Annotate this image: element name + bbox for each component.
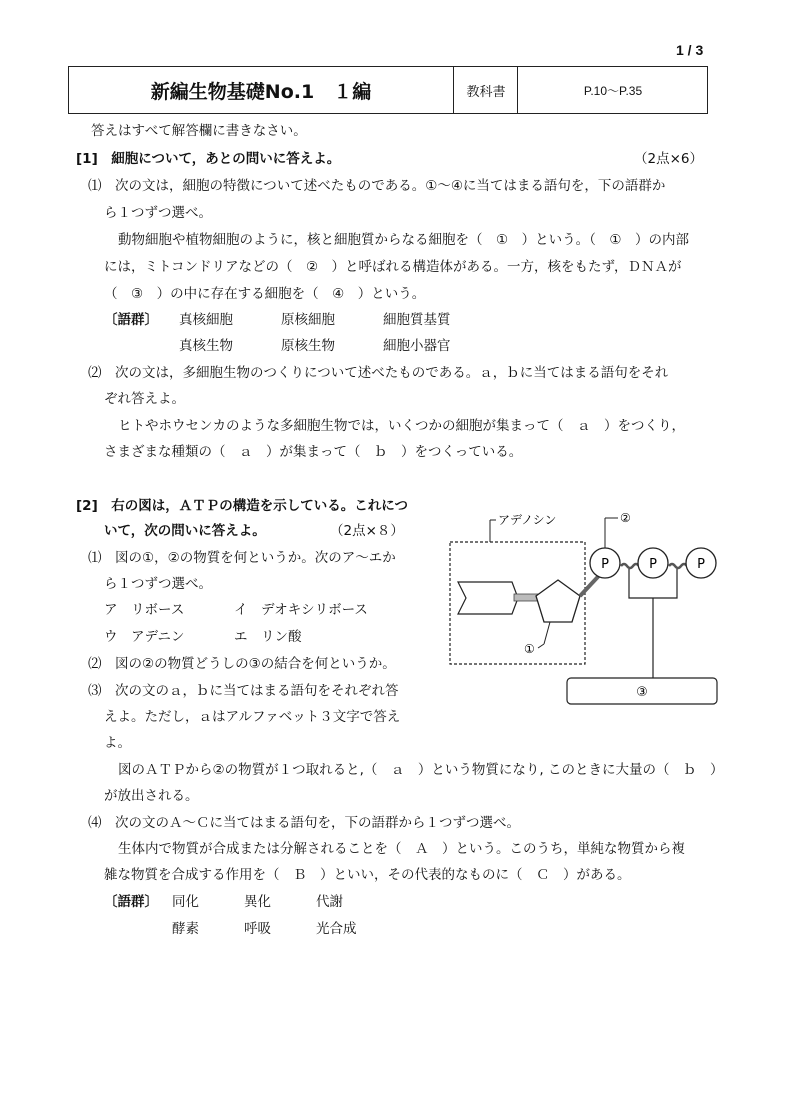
q2-sub4-line: ⑷ 次の文のＡ～Ｃに当てはまる語句を，下の語群から１つずつ選べ。 xyxy=(88,815,520,831)
q1-passage: には，ミトコンドリアなどの（ ② ）と呼ばれる構造体がある。一方，核をもたず，ＤＮＡが xyxy=(104,259,682,275)
label-phosphate: ② xyxy=(620,511,631,525)
q1-passage: ヒトやホウセンカのような多細胞生物では，いくつかの細胞が集まって（ ａ ）をつくり， xyxy=(118,418,685,434)
word-bank-item: 真核細胞 xyxy=(179,312,233,328)
word-bank-item: 異化 xyxy=(244,894,271,910)
word-bank-item: 原核生物 xyxy=(281,338,335,354)
q2-points: （2点×８） xyxy=(330,523,404,539)
q1-sub1-line: ら１つずつ選べ。 xyxy=(104,205,212,221)
choice-option: ウ アデニン xyxy=(104,629,185,645)
q2-passage: 図のＡＴＰから②の物質が１つ取れると,（ ａ ）という物質になり, このときに大量の（ ｂ ） xyxy=(118,762,724,778)
q1-passage: さまざまな種類の（ ａ ）が集まって（ ｂ ）をつくっている。 xyxy=(104,444,523,460)
phosphate-label: P xyxy=(697,557,705,572)
header-divider xyxy=(517,67,518,113)
q2-sub3-line: よ。 xyxy=(104,735,131,751)
page-number: 1 / 3 xyxy=(676,42,704,58)
q1-points: （2点×6） xyxy=(634,151,703,167)
choice-option: イ デオキシリボース xyxy=(234,602,368,618)
q1-sub1-line: ⑴ 次の文は，細胞の特徴について述べたものである。①～④に当てはまる語句を，下の語群か xyxy=(88,178,666,194)
textbook-label: 教科書 xyxy=(466,84,506,100)
adenosine-label: アデノシン xyxy=(498,513,557,527)
q2-heading: いて，次の問いに答えよ。 xyxy=(104,523,266,539)
word-bank-item: 代謝 xyxy=(316,894,343,910)
header-box xyxy=(68,66,708,114)
q2-passage: 雑な物質を合成する作用を（ Ｂ ）といい，その代表的なものに（ Ｃ ）がある。 xyxy=(104,867,631,883)
word-bank-label: 〔語群〕 xyxy=(104,312,158,328)
word-bank-item: 細胞小器官 xyxy=(383,338,451,354)
word-bank-item: 細胞質基質 xyxy=(383,312,451,328)
word-bank-item: 原核細胞 xyxy=(281,312,335,328)
q2-heading: [2] 右の図は，ＡＴＰの構造を示している。これにつ xyxy=(76,498,408,514)
q2-sub1-line: ⑴ 図の①，②の物質を何というか。次のア～エか xyxy=(88,550,396,566)
textbook-pages: P.10～P.35 xyxy=(583,83,643,98)
worksheet-title: 新編生物基礎No.1 １編 xyxy=(150,80,372,103)
phosphate-label: P xyxy=(601,557,609,572)
label-high-energy-bond: ③ xyxy=(636,685,648,700)
q2-sub3-line: ⑶ 次の文のａ，ｂに当てはまる語句をそれぞれ答 xyxy=(88,683,399,699)
phosphate-label: P xyxy=(649,557,657,572)
q1-passage: 動物細胞や植物細胞のように，核と細胞質からなる細胞を（ ① ）という。（ ① ）の内部 xyxy=(118,232,689,248)
choice-option: エ リン酸 xyxy=(234,629,302,645)
q2-sub1-line: ら１つずつ選べ。 xyxy=(104,576,212,592)
atp-diagram xyxy=(440,500,730,710)
q1-sub2-line: ⑵ 次の文は，多細胞生物のつくりについて述べたものである。ａ，ｂに当てはまる語句をそれ xyxy=(88,365,669,381)
q2-sub2-line: ⑵ 図の②の物質どうしの③の結合を何というか。 xyxy=(88,656,396,672)
label-ribose: ① xyxy=(524,642,535,656)
word-bank-item: 真核生物 xyxy=(179,338,233,354)
choice-option: ア リボース xyxy=(104,602,185,618)
word-bank-item: 同化 xyxy=(172,894,199,910)
instruction: 答えはすべて解答欄に書きなさい。 xyxy=(91,123,307,139)
word-bank-item: 呼吸 xyxy=(244,921,271,937)
q1-heading: [1] 細胞について，あとの問いに答えよ。 xyxy=(76,151,341,167)
ribose-shape xyxy=(536,580,580,622)
adenine-shape xyxy=(458,582,518,614)
word-bank-label: 〔語群〕 xyxy=(104,894,158,910)
word-bank-item: 光合成 xyxy=(316,921,357,937)
q2-passage: 生体内で物質が合成または分解されることを（ Ａ ）という。このうち，単純な物質から複 xyxy=(118,841,685,857)
header-divider xyxy=(453,67,454,113)
q2-passage: が放出される。 xyxy=(104,788,199,804)
q2-sub3-line: えよ。ただし，ａはアルファベット３文字で答え xyxy=(104,709,401,725)
q1-passage: （ ③ ）の中に存在する細胞を（ ④ ）という。 xyxy=(104,286,426,302)
word-bank-item: 酵素 xyxy=(172,921,199,937)
q1-sub2-line: ぞれ答えよ。 xyxy=(104,391,185,407)
